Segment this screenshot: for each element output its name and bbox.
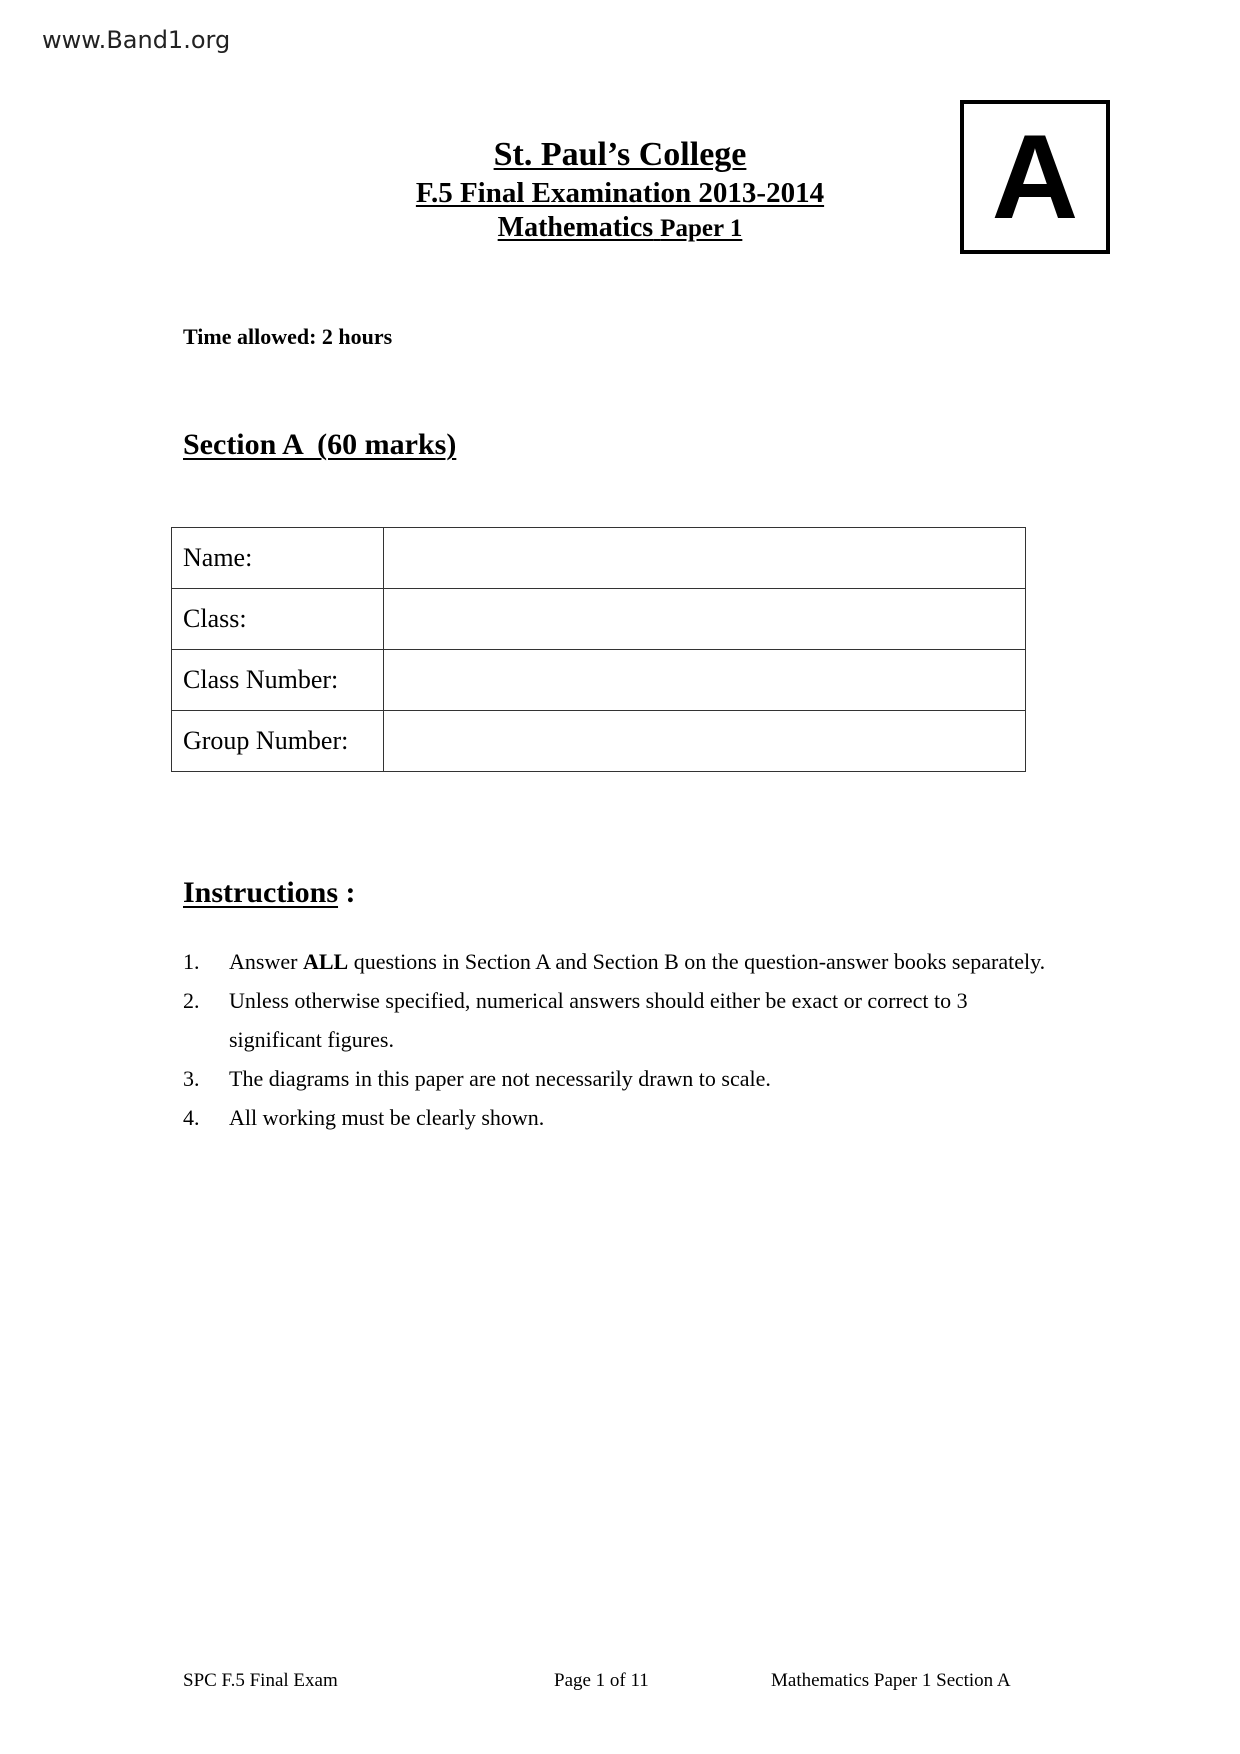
instructions-heading: Instructions : bbox=[183, 876, 356, 909]
table-row bbox=[172, 528, 1026, 589]
section-heading: Section A (60 marks) bbox=[183, 428, 457, 461]
version-letter: A bbox=[991, 110, 1079, 244]
paper-version-box bbox=[960, 100, 1110, 254]
instruction-text: The diagrams in this paper are not necessarily drawn to scale. bbox=[229, 1066, 771, 1091]
class-number-label: Class Number: bbox=[172, 650, 384, 711]
watermark-url: www.Band1.org bbox=[42, 26, 231, 54]
school-name: St. Paul’s College bbox=[493, 136, 747, 173]
instruction-text: Answer ALL questions in Section A and Section B on the question-answer books separately. bbox=[229, 949, 1046, 974]
class-number-field[interactable] bbox=[384, 650, 1026, 711]
table-row bbox=[172, 589, 1026, 650]
time-allowed: Time allowed: 2 hours bbox=[183, 324, 393, 349]
table-row bbox=[172, 650, 1026, 711]
instruction-text: Unless otherwise specified, numerical answers should either be exact or correct to 3 significant figures. bbox=[229, 988, 968, 1052]
paper-title: Mathematics Paper 1 bbox=[497, 212, 743, 243]
instruction-number: 2. bbox=[183, 988, 200, 1013]
group-number-label: Group Number: bbox=[172, 711, 384, 772]
instruction-item bbox=[183, 981, 1063, 1059]
instruction-item bbox=[183, 1098, 1063, 1137]
instruction-item bbox=[183, 942, 1063, 981]
instruction-number: 4. bbox=[183, 1105, 200, 1130]
instruction-item bbox=[183, 1059, 1063, 1098]
class-label: Class: bbox=[172, 589, 384, 650]
exam-header bbox=[340, 134, 900, 247]
footer-page-number: Page 1 of 11 bbox=[554, 1670, 649, 1691]
instructions-list bbox=[183, 942, 1063, 1137]
exam-title: F.5 Final Examination 2013-2014 bbox=[415, 177, 825, 209]
group-number-field[interactable] bbox=[384, 711, 1026, 772]
student-info-table bbox=[171, 527, 1026, 772]
table-row bbox=[172, 711, 1026, 772]
footer-left: SPC F.5 Final Exam bbox=[183, 1670, 338, 1691]
name-field[interactable] bbox=[384, 528, 1026, 589]
instruction-number: 1. bbox=[183, 949, 200, 974]
class-field[interactable] bbox=[384, 589, 1026, 650]
name-label: Name: bbox=[172, 528, 384, 589]
instruction-text: All working must be clearly shown. bbox=[229, 1105, 545, 1130]
footer-right: Mathematics Paper 1 Section A bbox=[771, 1670, 1011, 1691]
instruction-number: 3. bbox=[183, 1066, 200, 1091]
